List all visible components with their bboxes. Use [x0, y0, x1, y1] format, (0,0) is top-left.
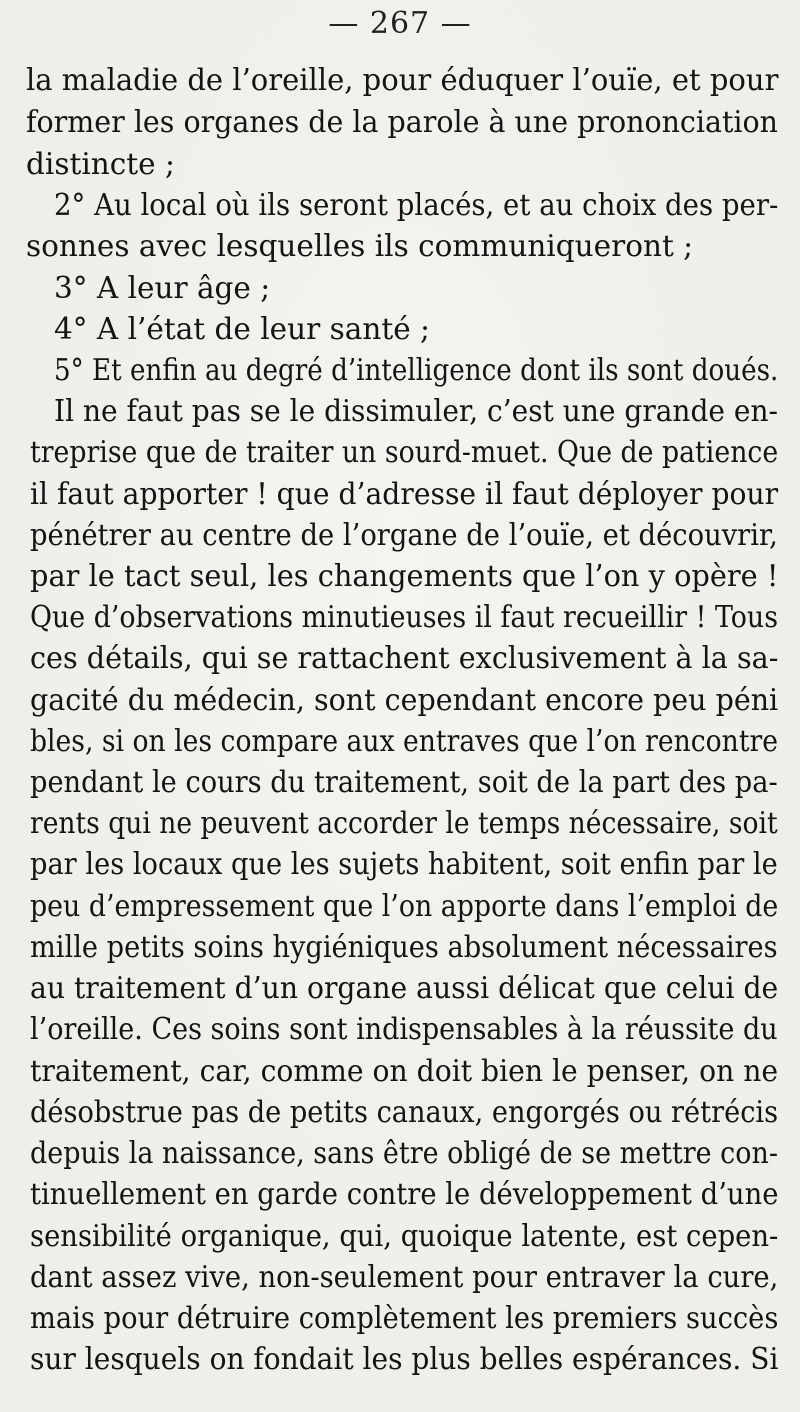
- text-line: au traitement d’un organe aussi délicat que celui de: [30, 971, 779, 1005]
- text-line: ces détails, qui se rattachent exclusivement à la sa-: [30, 641, 779, 675]
- text-line: bles, si on les compare aux entraves que l’on rencontre: [30, 724, 779, 758]
- text-line: traitement, car, comme on doit bien le penser, on ne: [30, 1054, 779, 1088]
- text-line: 4° A l’état de leur santé ;: [54, 312, 430, 346]
- text-line: sensibilité organique, qui, quoique latente, est cepen-: [30, 1219, 779, 1253]
- text-line: mais pour détruire complètement les premiers succès: [30, 1301, 779, 1335]
- text-line: treprise que de traiter un sourd-muet. Que de patience: [30, 435, 779, 469]
- page-number: — 267 —: [328, 6, 472, 41]
- text-line: sonnes avec lesquelles ils communiqueront ;: [26, 229, 694, 263]
- text-line: Que d’observations minutieuses il faut recueillir ! Tous: [30, 600, 778, 634]
- text-line: depuis la naissance, sans être obligé de se mettre con-: [30, 1136, 778, 1170]
- text-line: rents qui ne peuvent accorder le temps nécessaire, soit: [30, 806, 778, 840]
- text-line: par le tact seul, les changements que l’on y opère !: [30, 559, 779, 593]
- text-line: distincte ;: [26, 147, 175, 181]
- text-line: Il ne faut pas se le dissimuler, c’est une grande en-: [54, 394, 779, 428]
- text-line: tinuellement en garde contre le développement d’une: [30, 1177, 779, 1211]
- text-line: il faut apporter ! que d’adresse il faut déployer pour: [30, 477, 779, 511]
- text-line: désobstrue pas de petits canaux, engorgés ou rétrécis: [30, 1095, 779, 1129]
- text-line: peu d’empressement que l’on apporte dans l’emploi de: [30, 889, 779, 923]
- text-line: dant assez vive, non-seulement pour entraver la cure,: [30, 1260, 779, 1294]
- text-line: gacité du médecin, sont cependant encore peu péni: [30, 683, 779, 717]
- text-line: par les locaux que les sujets habitent, soit enfin par le: [30, 847, 778, 881]
- text-line: 5° Et enfin au degré d’intelligence dont ils sont doués.: [54, 353, 779, 387]
- text-line: pendant le cours du traitement, soit de la part des pa-: [30, 765, 778, 799]
- text-line: pénétrer au centre de l’organe de l’ouïe, et découvrir,: [30, 518, 778, 552]
- text-line: l’oreille. Ces soins sont indispensables à la réussite du: [30, 1012, 778, 1046]
- text-line: mille petits soins hygiéniques absolument nécessaires: [30, 930, 778, 964]
- text-line: 3° A leur âge ;: [54, 271, 271, 305]
- text-line: la maladie de l’oreille, pour éduquer l’ouïe, et pour: [26, 63, 779, 97]
- text-line: sur lesquels on fondait les plus belles espérances. Si: [30, 1342, 779, 1376]
- text-line: 2° Au local où ils seront placés, et au choix des per-: [54, 188, 779, 222]
- text-line: former les organes de la parole à une prononciation: [26, 105, 778, 139]
